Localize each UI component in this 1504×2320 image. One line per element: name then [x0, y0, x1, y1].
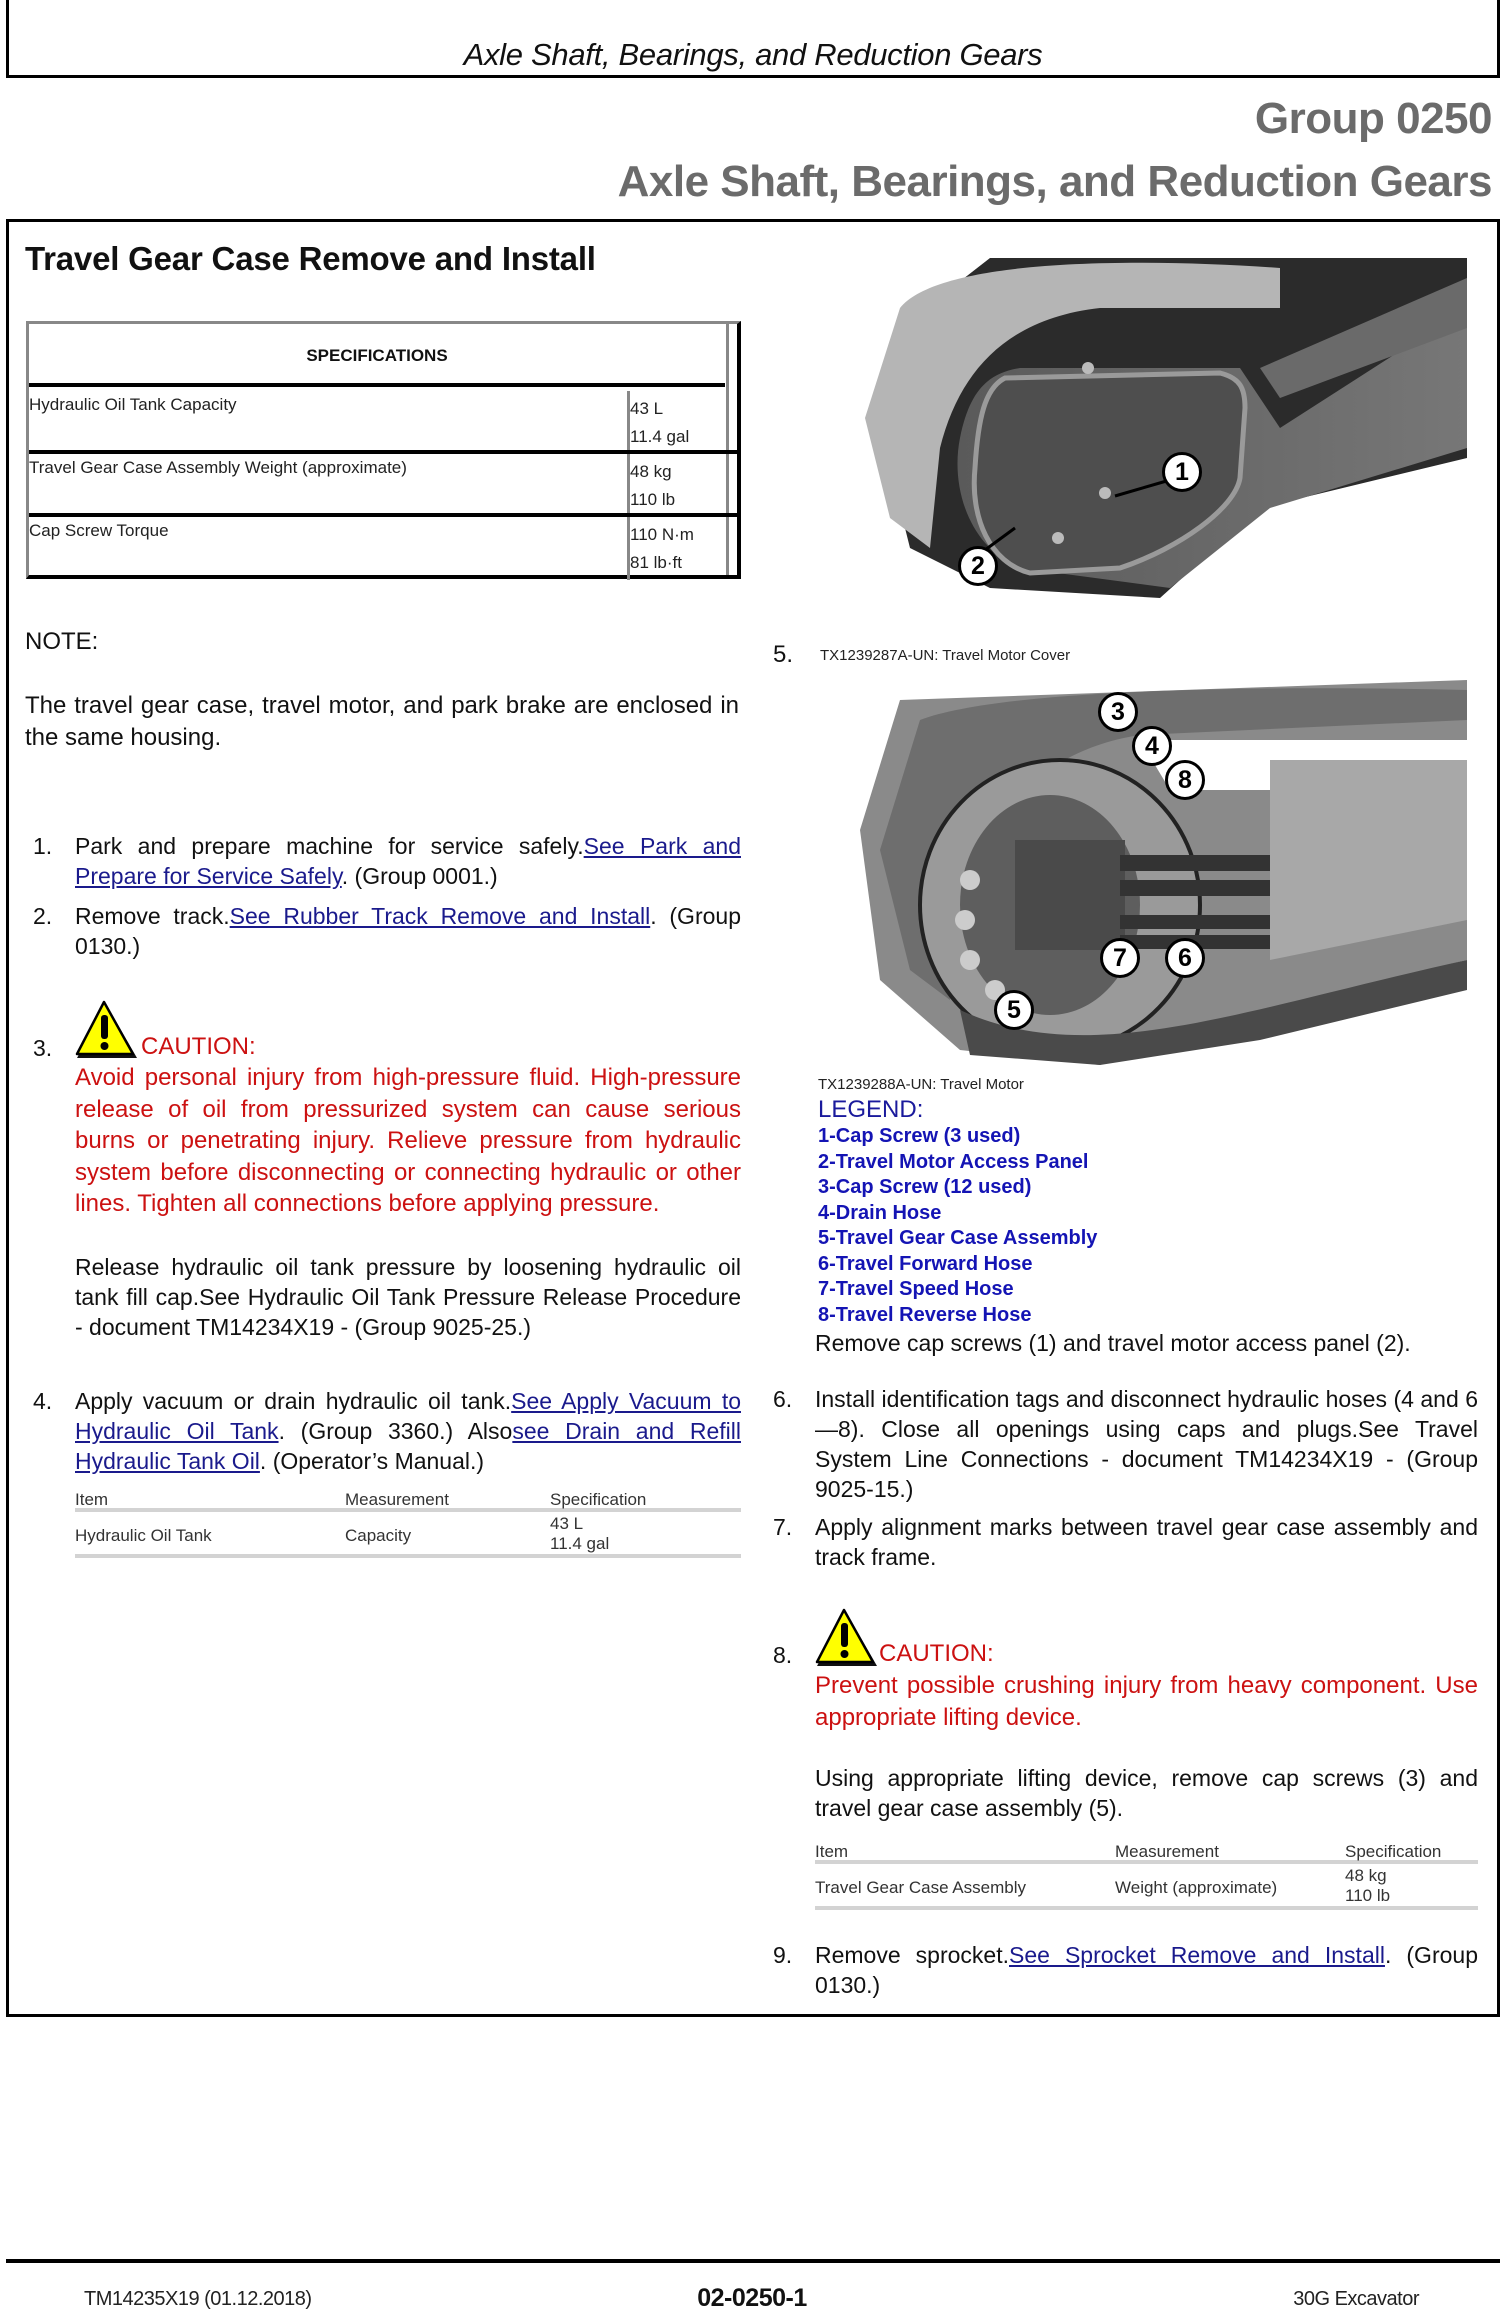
figure-caption: TX1239287A-UN: Travel Motor Cover	[820, 647, 1071, 664]
spec-value-metric: 48 kg	[630, 462, 672, 481]
step-text-suffix: . (Group 0130.)	[75, 903, 741, 959]
legend-item: 4-Drain Hose	[818, 1201, 942, 1224]
step-6	[773, 1384, 1478, 1504]
column-header-item: Item	[75, 1490, 109, 1509]
link-apply-vacuum[interactable]: See Apply Vacuum to Hydraulic Oil Tank	[75, 1388, 741, 1444]
caution-block	[815, 1610, 1478, 1823]
step-text	[75, 901, 741, 961]
step-number: 4.	[33, 1388, 53, 1414]
callout-6: 6	[1165, 938, 1205, 978]
step-5-text: Remove cap screws (1) and travel motor access panel (2).	[815, 1330, 1411, 1356]
callout-3: 3	[1098, 692, 1138, 732]
step-text-body: Remove track.	[75, 903, 230, 929]
caution-heading	[815, 1610, 1478, 1670]
link-rubber-track[interactable]: See Rubber Track Remove and Install	[229, 903, 651, 929]
footer-model: 30G Excavator	[1293, 2288, 1419, 2310]
spec-value-metric: 43 L	[630, 399, 664, 418]
spec-imperial: 110 lb	[1345, 1886, 1391, 1905]
table-row	[29, 454, 737, 517]
column-header-specification: Specification	[1345, 1842, 1442, 1861]
link-park-and-prepare[interactable]: See Park and Prepare for Service Safely	[75, 833, 741, 889]
caution-block	[75, 1000, 741, 1342]
callout-2: 2	[958, 546, 998, 586]
legend-list	[818, 1124, 1097, 1328]
figure-travel-motor	[840, 680, 1467, 1065]
callout-8: 8	[1165, 760, 1205, 800]
step-8	[773, 1610, 1478, 1830]
column-header-measurement: Measurement	[345, 1490, 449, 1509]
link-sprocket[interactable]: See Sprocket Remove and Install	[1009, 1942, 1385, 1968]
legend-title: LEGEND:	[818, 1096, 924, 1123]
specifications-table	[26, 321, 741, 579]
legend-item: 8-Travel Reverse Hose	[818, 1303, 1032, 1326]
step-9	[773, 1940, 1478, 2002]
step-text: Using appropriate lifting device, remove cap screws (3) and travel gear case assembly (5).	[815, 1765, 1478, 1821]
legend-item: 6-Travel Forward Hose	[818, 1252, 1033, 1275]
link-drain-and-refill[interactable]: see Drain and Refill Hydraulic Tank Oil	[75, 1418, 741, 1474]
legend-item: 2-Travel Motor Access Panel	[818, 1150, 1089, 1173]
weight-spec-table	[815, 1840, 1478, 1914]
step-text	[75, 831, 741, 891]
table-row	[29, 391, 737, 454]
specifications-header: SPECIFICATIONS	[29, 324, 725, 387]
step-3	[33, 1000, 741, 1370]
step-text-suffix: . (Group 0130.)	[815, 1942, 1478, 1998]
spec-value-imperial: 11.4 gal	[630, 427, 690, 446]
column-header-measurement: Measurement	[1115, 1842, 1219, 1861]
callout-7: 7	[1100, 938, 1140, 978]
caution-text: Avoid personal injury from high-pressure fluid. High-pressure release of oil from pressurized system can cause serious burns or penetrating injury. Relieve pressure from hydraulic system before disconnecting or connecting hydraulic or other lines. Tighten all connections before applying pressure.	[75, 1064, 741, 1217]
step-number: 5.	[773, 641, 794, 668]
step-text-mid: . (Group 3360.) Also	[278, 1418, 513, 1444]
table-header-row	[815, 1840, 1478, 1864]
spec-value-metric: 110 N·m	[630, 525, 694, 544]
running-header-title: Axle Shaft, Bearings, and Reduction Gears	[463, 37, 1043, 72]
cell-measurement: Weight (approximate)	[1115, 1878, 1278, 1897]
spec-metric: 48 kg	[1345, 1866, 1387, 1885]
legend-item: 3-Cap Screw (12 used)	[818, 1176, 1032, 1198]
cell-measurement: Capacity	[345, 1526, 412, 1545]
cell-item: Hydraulic Oil Tank	[75, 1526, 212, 1545]
spec-value	[627, 517, 732, 580]
step-number: 7.	[773, 1514, 793, 1540]
step-1	[33, 831, 741, 893]
travel-motor-cover-photo	[840, 248, 1467, 600]
spec-label: Cap Screw Torque	[29, 521, 169, 540]
warning-triangle-icon	[75, 1000, 141, 1062]
callout-5: 5	[994, 990, 1034, 1030]
note-text: The travel gear case, travel motor, and park brake are enclosed in the same housing.	[25, 692, 739, 751]
step-number: 9.	[773, 1942, 793, 1968]
group-title: Axle Shaft, Bearings, and Reduction Gears	[617, 157, 1492, 206]
column-header-specification: Specification	[550, 1490, 647, 1509]
spec-imperial: 11.4 gal	[550, 1534, 610, 1553]
section-title: Travel Gear Case Remove and Install	[25, 240, 596, 277]
caution-text: Prevent possible crushing injury from heavy component. Use appropriate lifting device.	[815, 1672, 1478, 1731]
step-text: Release hydraulic oil tank pressure by loosening hydraulic oil tank fill cap.See Hydraulic Oil Tank Pressure Release Procedure - document TM14234X19 - (Group 9025-25.)	[75, 1253, 741, 1340]
capacity-spec-table	[75, 1488, 741, 1562]
footer-page-number: 02-0250-1	[697, 2284, 807, 2312]
spec-value	[627, 391, 732, 450]
note-label: NOTE:	[25, 628, 99, 655]
step-text	[815, 1940, 1478, 2000]
table-row	[29, 517, 737, 580]
step-number: 8.	[773, 1642, 793, 1668]
step-text-body: Apply vacuum or drain hydraulic oil tank.	[75, 1388, 512, 1414]
cell-specification	[550, 1514, 609, 1554]
legend-item: 1-Cap Screw (3 used)	[818, 1125, 1021, 1147]
step-number: 1.	[33, 833, 53, 859]
column-header-item: Item	[815, 1842, 849, 1861]
step-text-suffix: . (Group 0001.)	[341, 863, 498, 889]
step-number: 2.	[33, 903, 53, 929]
step-text-body: Park and prepare machine for service safely.	[75, 833, 584, 859]
figure-caption: TX1239288A-UN: Travel Motor	[818, 1076, 1024, 1093]
cell-item: Travel Gear Case Assembly	[815, 1878, 1026, 1897]
step-text-suffix: . (Operator’s Manual.)	[259, 1448, 485, 1474]
step-number: 3.	[33, 1035, 53, 1061]
table-row	[75, 1516, 741, 1558]
legend-item: 5-Travel Gear Case Assembly	[818, 1227, 1098, 1249]
footer-divider	[6, 2259, 1500, 2263]
caution-label: CAUTION:	[141, 1033, 256, 1060]
callout-4: 4	[1132, 726, 1172, 766]
caution-heading	[75, 1000, 741, 1062]
group-number: Group 0250	[1254, 94, 1492, 143]
caution-label: CAUTION:	[879, 1640, 994, 1667]
callout-1: 1	[1162, 452, 1202, 492]
step-2	[33, 901, 741, 963]
legend-item: 7-Travel Speed Hose	[818, 1278, 1014, 1300]
cell-specification	[1345, 1866, 1390, 1906]
step-number: 6.	[773, 1386, 793, 1412]
spec-label: Travel Gear Case Assembly Weight (approximate)	[29, 458, 407, 477]
spec-label: Hydraulic Oil Tank Capacity	[29, 395, 237, 414]
figure-travel-motor-cover	[840, 248, 1467, 600]
step-text: Apply alignment marks between travel gear case assembly and track frame.	[815, 1514, 1478, 1570]
step-text-body: Remove sprocket.	[815, 1942, 1009, 1968]
table-row	[815, 1868, 1478, 1910]
step-text	[75, 1386, 741, 1476]
spec-value-imperial: 110 lb	[630, 490, 676, 509]
footer-document: TM14235X19 (01.12.2018)	[84, 2288, 312, 2310]
warning-triangle-icon	[815, 1608, 881, 1670]
spec-metric: 43 L	[550, 1514, 584, 1533]
step-7	[773, 1512, 1478, 1572]
spec-value-imperial: 81 lb·ft	[630, 553, 682, 572]
spec-value	[627, 454, 732, 513]
table-header-row	[75, 1488, 741, 1512]
step-5	[773, 640, 1478, 670]
step-text: Install identification tags and disconnect hydraulic hoses (4 and 6—8). Close all openings using caps and plugs.See Travel System Line Connections - document TM14234X19 - (Group 9025-15.)	[815, 1386, 1478, 1502]
running-header	[6, 0, 1500, 78]
